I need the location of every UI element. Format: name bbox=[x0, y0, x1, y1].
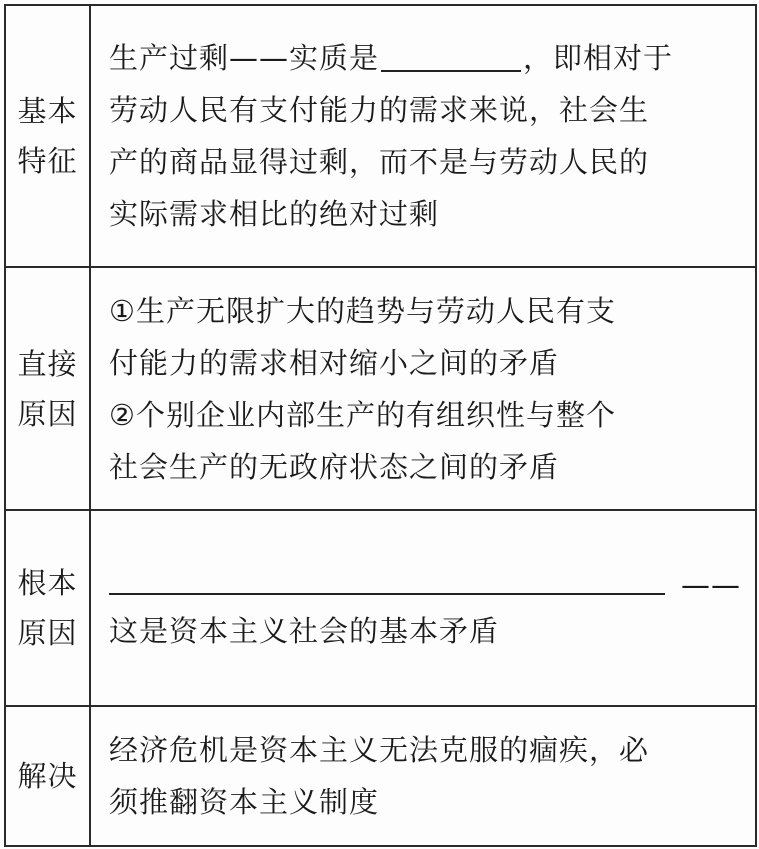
row-label-cell bbox=[5, 5, 90, 267]
fill-in-blank[interactable] bbox=[109, 559, 665, 595]
content-line: 产的商品显得过剩，而不是与劳动人民的 bbox=[109, 145, 650, 179]
content-line: 这是资本主义社会的基本矛盾 bbox=[109, 614, 500, 648]
content-line: 须推翻资本主义制度 bbox=[109, 785, 380, 819]
row-content-cell bbox=[90, 5, 756, 267]
row-content bbox=[91, 724, 755, 828]
row-label-line: 基本 bbox=[17, 94, 78, 128]
row-label-cell bbox=[5, 267, 90, 510]
fill-in-blank[interactable] bbox=[381, 40, 521, 72]
row-content-cell bbox=[90, 267, 756, 510]
summary-table bbox=[4, 4, 757, 847]
row-content bbox=[91, 285, 755, 493]
content-line: 付能力的需求相对缩小之间的矛盾 bbox=[109, 345, 560, 380]
dash-mark: —— bbox=[681, 568, 741, 602]
row-label bbox=[6, 86, 89, 186]
table-row-solution bbox=[5, 706, 756, 846]
content-line: 实际需求相比的绝对过剩 bbox=[109, 197, 440, 231]
row-label bbox=[6, 558, 89, 658]
row-content bbox=[91, 559, 755, 657]
row-content-cell bbox=[90, 510, 756, 706]
row-label-line: 原因 bbox=[17, 396, 78, 431]
row-label-line: 原因 bbox=[17, 616, 78, 650]
content-line: ②个别企业内部生产的有组织性与整个 bbox=[109, 397, 616, 432]
content-line: 劳动人民有支付能力的需求来说，社会生 bbox=[109, 93, 650, 127]
row-label-line: 特征 bbox=[17, 144, 78, 178]
content-line-with-blank bbox=[109, 559, 741, 605]
row-label bbox=[6, 339, 89, 439]
row-label-line: 根本 bbox=[17, 566, 78, 600]
text-before-blank: 生产过剩——实质是 bbox=[109, 41, 380, 75]
content-line: ①生产无限扩大的趋势与劳动人民有支 bbox=[109, 293, 616, 328]
row-label-cell bbox=[5, 510, 90, 706]
content-line: 经济危机是资本主义无法克服的痼疾，必 bbox=[109, 733, 650, 767]
table-row-basic-features bbox=[5, 5, 756, 267]
row-label-line: 解决 bbox=[17, 759, 78, 793]
row-content-cell bbox=[90, 706, 756, 846]
table-row-root-cause bbox=[5, 510, 756, 706]
row-label bbox=[6, 751, 89, 801]
text-after-blank: ，即相对于 bbox=[523, 41, 674, 75]
row-label-line: 直接 bbox=[17, 346, 78, 381]
row-content bbox=[91, 32, 755, 240]
content-line: 社会生产的无政府状态之间的矛盾 bbox=[109, 449, 560, 484]
row-label-cell bbox=[5, 706, 90, 846]
content-line-with-blank bbox=[109, 32, 741, 84]
table-row-direct-causes bbox=[5, 267, 756, 510]
